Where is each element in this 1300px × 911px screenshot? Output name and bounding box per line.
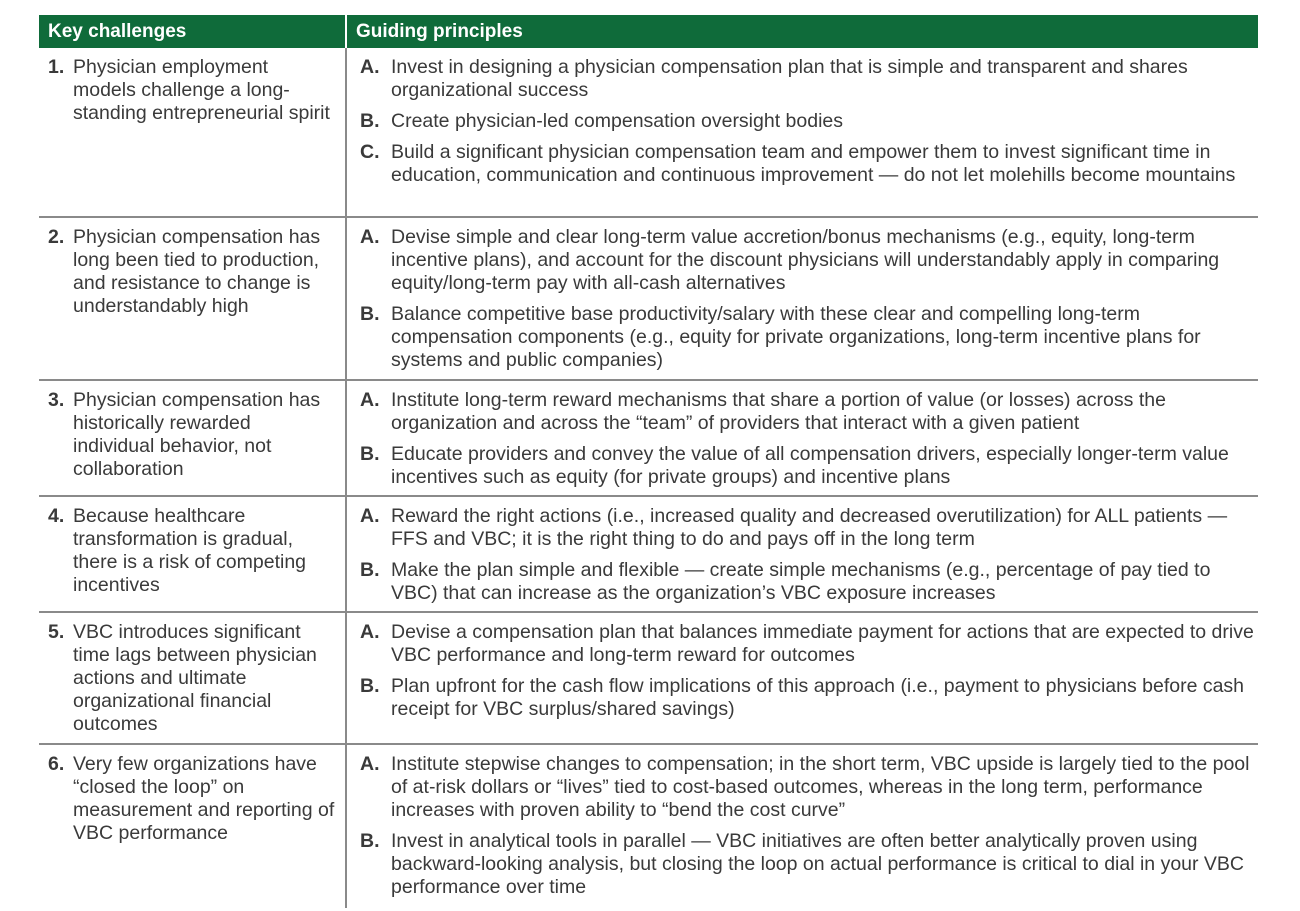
challenge-number: 5.	[48, 621, 65, 643]
principle-item	[360, 675, 1254, 721]
principle-item	[360, 110, 1254, 133]
principle-text: Invest in designing a physician compensation plan that is simple and transparent and shares organizational success	[391, 56, 1188, 101]
header-key-challenges: Key challenges	[39, 15, 347, 48]
table-row	[39, 613, 1258, 745]
challenge-number: 2.	[48, 226, 65, 248]
principle-letter: B.	[360, 443, 380, 465]
principle-text: Plan upfront for the cash flow implications of this approach (i.e., payment to physicians before cash receipt for VBC surplus/shared savings)	[391, 675, 1245, 720]
principle-item	[360, 559, 1254, 605]
challenges-principles-table	[39, 15, 1258, 908]
principle-item	[360, 830, 1254, 899]
principles-cell	[347, 218, 1258, 379]
principle-item	[360, 226, 1254, 295]
table-header	[39, 15, 1258, 48]
principle-text: Make the plan simple and flexible — create simple mechanisms (e.g., percentage of pay tied to VBC) that can increase as the organization’s VBC exposure increases	[391, 559, 1211, 604]
challenge-text: Physician compensation has historically rewarded individual behavior, not collaboration	[73, 389, 321, 480]
challenge-number: 4.	[48, 505, 65, 527]
challenge-cell	[39, 48, 347, 216]
principles-cell	[347, 613, 1258, 743]
principle-text: Institute stepwise changes to compensation; in the short term, VBC upside is largely tied to the pool of at-risk dollars or “lives” tied to cost-based outcomes, whereas in the long term, performance increases with proven ability to “bend the cost curve”	[391, 753, 1250, 821]
principle-letter: A.	[360, 389, 380, 411]
principle-item	[360, 443, 1254, 489]
challenge-text: Physician employment models challenge a long-standing entrepreneurial spirit	[73, 56, 330, 124]
principle-text: Build a significant physician compensation team and empower them to invest significant time in education, communication and continuous improvement — do not let molehills become mountains	[391, 141, 1236, 186]
challenge-text: Physician compensation has long been tied to production, and resistance to change is understandably high	[73, 226, 321, 317]
challenge-text: VBC introduces significant time lags between physician actions and ultimate organizational financial outcomes	[73, 621, 317, 735]
principle-letter: C.	[360, 141, 380, 163]
principle-item	[360, 505, 1254, 551]
challenge-cell	[39, 497, 347, 611]
principle-item	[360, 141, 1254, 187]
principle-text: Institute long-term reward mechanisms that share a portion of value (or losses) across the organization and across the “team” of providers that interact with a given patient	[391, 389, 1166, 434]
principle-letter: B.	[360, 303, 380, 325]
challenge-text: Because healthcare transformation is gradual, there is a risk of competing incentives	[73, 505, 307, 596]
principle-text: Reward the right actions (i.e., increased quality and decreased overutilization) for ALL patients — FFS and VBC; it is the right thing to do and pays off in the long term	[391, 505, 1228, 550]
principle-letter: B.	[360, 110, 380, 132]
principle-letter: A.	[360, 226, 380, 248]
principles-cell	[347, 745, 1258, 908]
principles-cell	[347, 381, 1258, 495]
header-guiding-principles: Guiding principles	[356, 20, 523, 42]
table-row	[39, 381, 1258, 497]
principle-letter: B.	[360, 830, 380, 852]
principle-text: Devise simple and clear long-term value accretion/bonus mechanisms (e.g., equity, long-term incentive plans), and account for the discount physicians will understandably apply in comparing equity/long-term pay with all-cash alternatives	[391, 226, 1220, 294]
principle-text: Devise a compensation plan that balances immediate payment for actions that are expected to drive VBC performance and long-term reward for outcomes	[391, 621, 1254, 666]
principle-text: Invest in analytical tools in parallel — VBC initiatives are often better analytically proven using backward-looking analysis, but closing the loop on actual performance is critical to dial in your VBC performance over time	[391, 830, 1245, 898]
principle-item	[360, 303, 1254, 372]
principle-item	[360, 621, 1254, 667]
challenge-cell	[39, 613, 347, 743]
principle-letter: A.	[360, 621, 380, 643]
table-row	[39, 745, 1258, 908]
table-row	[39, 218, 1258, 381]
principle-item	[360, 56, 1254, 102]
principles-cell	[347, 497, 1258, 611]
challenge-text: Very few organizations have “closed the loop” on measurement and reporting of VBC performance	[73, 753, 335, 844]
challenge-number: 6.	[48, 753, 65, 775]
principle-text: Create physician-led compensation oversight bodies	[391, 110, 844, 132]
challenge-number: 1.	[48, 56, 65, 78]
principle-text: Educate providers and convey the value of all compensation drivers, especially longer-term value incentives such as equity (for private groups) and incentive plans	[391, 443, 1229, 488]
principle-item	[360, 753, 1254, 822]
principle-letter: A.	[360, 753, 380, 775]
principle-letter: A.	[360, 56, 380, 78]
principle-letter: B.	[360, 675, 380, 697]
challenge-number: 3.	[48, 389, 65, 411]
principles-cell	[347, 48, 1258, 216]
table-row	[39, 497, 1258, 613]
challenge-cell	[39, 381, 347, 495]
challenge-cell	[39, 218, 347, 379]
challenge-cell	[39, 745, 347, 908]
principle-text: Balance competitive base productivity/salary with these clear and compelling long-term compensation components (e.g., equity for private organizations, long-term incentive plans for systems and public companies)	[391, 303, 1201, 371]
principle-item	[360, 389, 1254, 435]
principle-letter: A.	[360, 505, 380, 527]
table-row	[39, 48, 1258, 218]
principle-letter: B.	[360, 559, 380, 581]
